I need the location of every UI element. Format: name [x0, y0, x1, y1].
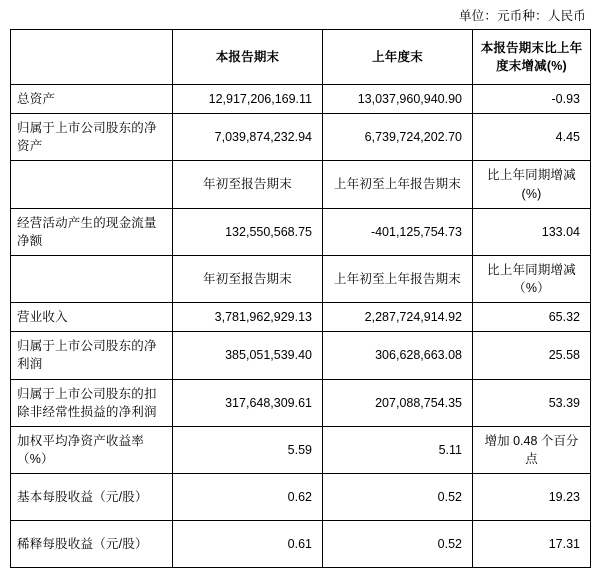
row-label: 归属于上市公司股东的净资产 [11, 114, 173, 161]
table-row [11, 114, 591, 161]
financial-summary-table [10, 29, 591, 568]
row-label: 基本每股收益（元/股） [11, 474, 173, 521]
row-value-a: 7,039,874,232.94 [173, 114, 323, 161]
table-row [11, 426, 591, 473]
row-label: 归属于上市公司股东的扣除非经常性损益的净利润 [11, 379, 173, 426]
table-row [11, 379, 591, 426]
row-label: 稀释每股收益（元/股） [11, 521, 173, 568]
row-value-c: 19.23 [473, 474, 591, 521]
subheader-col-a: 年初至报告期末 [173, 161, 323, 208]
row-label: 总资产 [11, 85, 173, 114]
table-row [11, 474, 591, 521]
subheader-col-c: 比上年同期增减(%) [473, 161, 591, 208]
row-value-c: 65.32 [473, 303, 591, 332]
header-col-c: 本报告期末比上年度末增减(%) [473, 30, 591, 85]
table-row [11, 85, 591, 114]
table-row [11, 332, 591, 379]
table-subheader-row [11, 161, 591, 208]
row-value-b: 0.52 [323, 521, 473, 568]
row-value-c: 增加 0.48 个百分点 [473, 426, 591, 473]
row-value-b: 13,037,960,940.90 [323, 85, 473, 114]
row-label: 加权平均净资产收益率（%） [11, 426, 173, 473]
row-value-b: 5.11 [323, 426, 473, 473]
subheader-blank [11, 161, 173, 208]
header-col-b: 上年度末 [323, 30, 473, 85]
row-label: 归属于上市公司股东的净利润 [11, 332, 173, 379]
row-value-a: 12,917,206,169.11 [173, 85, 323, 114]
row-value-b: 6,739,724,202.70 [323, 114, 473, 161]
row-value-c: 25.58 [473, 332, 591, 379]
row-value-c: 17.31 [473, 521, 591, 568]
row-value-a: 0.62 [173, 474, 323, 521]
row-value-b: 207,088,754.35 [323, 379, 473, 426]
header-blank [11, 30, 173, 85]
row-value-c: -0.93 [473, 85, 591, 114]
row-label: 经营活动产生的现金流量净额 [11, 208, 173, 255]
table-row [11, 303, 591, 332]
row-value-c: 53.39 [473, 379, 591, 426]
row-label: 营业收入 [11, 303, 173, 332]
row-value-a: 3,781,962,929.13 [173, 303, 323, 332]
row-value-a: 132,550,568.75 [173, 208, 323, 255]
row-value-c: 4.45 [473, 114, 591, 161]
header-col-a: 本报告期末 [173, 30, 323, 85]
unit-note: 单位：元币种：人民币 [458, 9, 586, 23]
subheader-blank [11, 255, 173, 302]
row-value-a: 317,648,309.61 [173, 379, 323, 426]
table-row [11, 208, 591, 255]
row-value-a: 0.61 [173, 521, 323, 568]
subheader-col-a: 年初至报告期末 [173, 255, 323, 302]
row-value-b: 0.52 [323, 474, 473, 521]
subheader-col-b: 上年初至上年报告期末 [323, 161, 473, 208]
row-value-a: 385,051,539.40 [173, 332, 323, 379]
table-subheader-row [11, 255, 591, 302]
table-header-row [11, 30, 591, 85]
row-value-b: -401,125,754.73 [323, 208, 473, 255]
row-value-b: 2,287,724,914.92 [323, 303, 473, 332]
subheader-col-b: 上年初至上年报告期末 [323, 255, 473, 302]
row-value-b: 306,628,663.08 [323, 332, 473, 379]
row-value-a: 5.59 [173, 426, 323, 473]
table-row [11, 521, 591, 568]
subheader-col-c: 比上年同期增减（%） [473, 255, 591, 302]
row-value-c: 133.04 [473, 208, 591, 255]
